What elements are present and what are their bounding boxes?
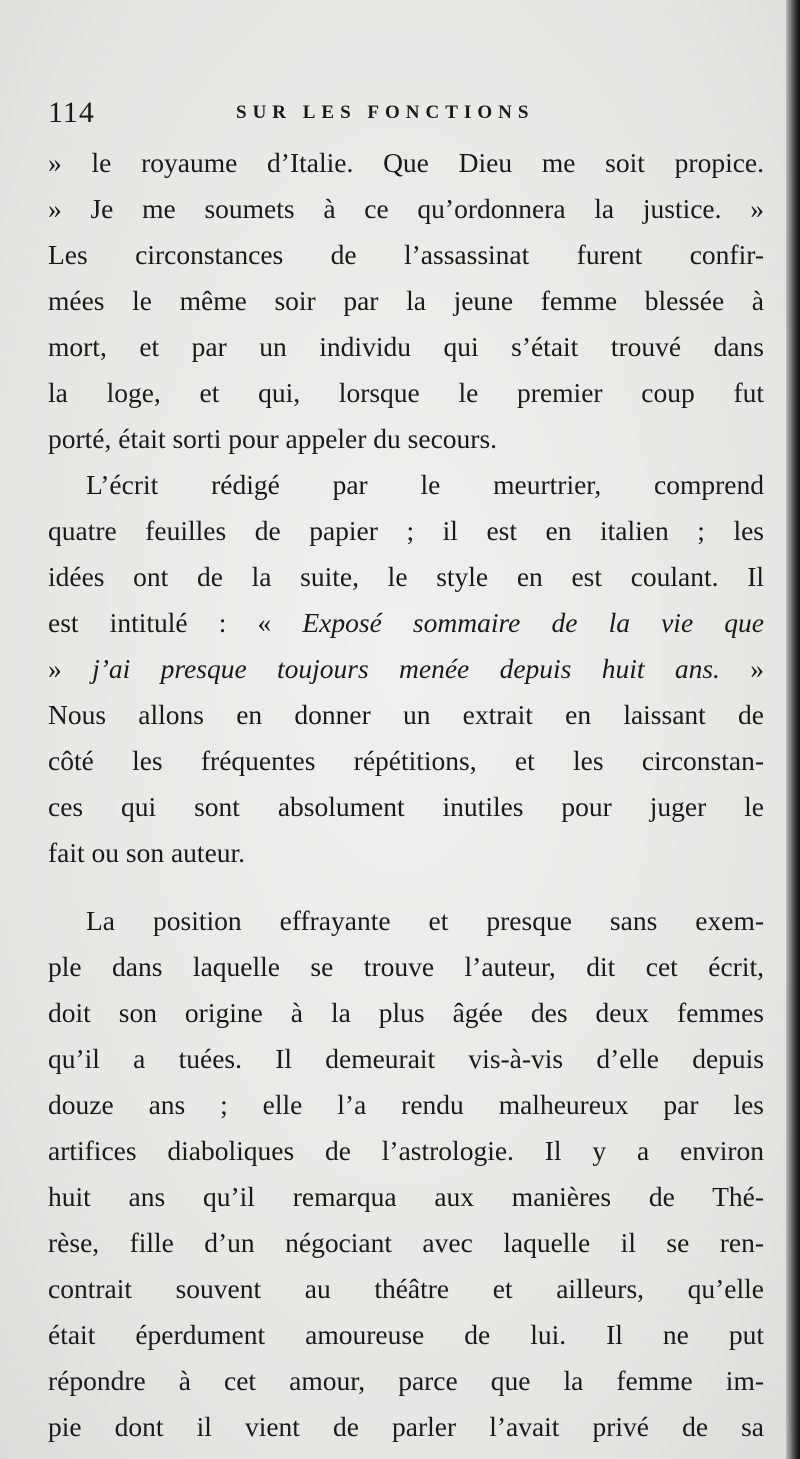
italic-title: Exposé sommaire de la vie que (302, 607, 764, 638)
text-line: ces qui sont absolument inutiles pour juger le (48, 791, 764, 822)
text-line: artifices diaboliques de l’astrologie. Il y a environ (48, 1135, 764, 1166)
text-span: est intitulé : « (48, 607, 303, 638)
text-line: Les circonstances de l’assassinat furent confir- (48, 239, 764, 270)
text-span: » (719, 653, 765, 684)
text-line: répondre à cet amour, parce que la femme im- (48, 1365, 764, 1396)
text-line: huit ans qu’il remarqua aux manières de Thé- (48, 1181, 764, 1212)
text-line: ple dans laquelle se trouve l’auteur, dit cet écrit, (48, 951, 764, 982)
text-line: douze ans ; elle l’a rendu malheureux par les (48, 1089, 764, 1120)
text-line: porté, était sorti pour appeler du secours. (48, 423, 498, 454)
text-line: mort, et par un individu qui s’était trouvé dans (48, 331, 764, 362)
text-line: était éperdument amoureuse de lui. Il ne put (48, 1319, 764, 1350)
text-line: rèse, fille d’un négociant avec laquelle il se ren- (48, 1227, 764, 1258)
text-line: doit son origine à la plus âgée des deux femmes (48, 997, 764, 1028)
page-header (48, 96, 768, 136)
paragraph-1 (48, 140, 764, 462)
text-line: mées le même soir par la jeune femme blessée à (48, 285, 764, 316)
italic-title: j’ai presque toujours menée depuis huit ans. (92, 653, 720, 684)
text-line: La position effrayante et presque sans exem- (86, 905, 764, 936)
text-line: qu’il a tuées. Il demeurait vis-à-vis d’elle depuis (48, 1043, 764, 1074)
text-line: fait ou son auteur. (48, 837, 246, 868)
text-line: côté les fréquentes répétitions, et les circonstan- (48, 745, 764, 776)
text-line: Nous allons en donner un extrait en laissant de (48, 699, 764, 730)
text-line: L’écrit rédigé par le meurtrier, comprend (86, 469, 764, 500)
text-line: la loge, et qui, lorsque le premier coup fut (48, 377, 764, 408)
book-spine-shadow (786, 0, 800, 1459)
text-line-with-italic (48, 646, 764, 692)
text-line-with-italic (48, 600, 764, 646)
text-line: idées ont de la suite, le style en est coulant. Il (48, 561, 764, 592)
text-span: » (48, 653, 93, 684)
paragraph-3 (48, 898, 764, 1450)
text-line: » le royaume d’Italie. Que Dieu me soit propice. (48, 147, 764, 178)
running-head: SUR LES FONCTIONS (236, 102, 535, 123)
text-line: contrait souvent au théâtre et ailleurs, qu’elle (48, 1273, 764, 1304)
body-text (48, 140, 764, 1450)
paragraph-gap (48, 876, 764, 898)
text-line: » Je me soumets à ce qu’ordonnera la justice. » (48, 193, 764, 224)
paragraph-2 (48, 462, 764, 876)
text-line: quatre feuilles de papier ; il est en italien ; les (48, 515, 764, 546)
text-line: pie dont il vient de parler l’avait privé de sa (48, 1411, 764, 1442)
page-number: 114 (48, 96, 95, 129)
